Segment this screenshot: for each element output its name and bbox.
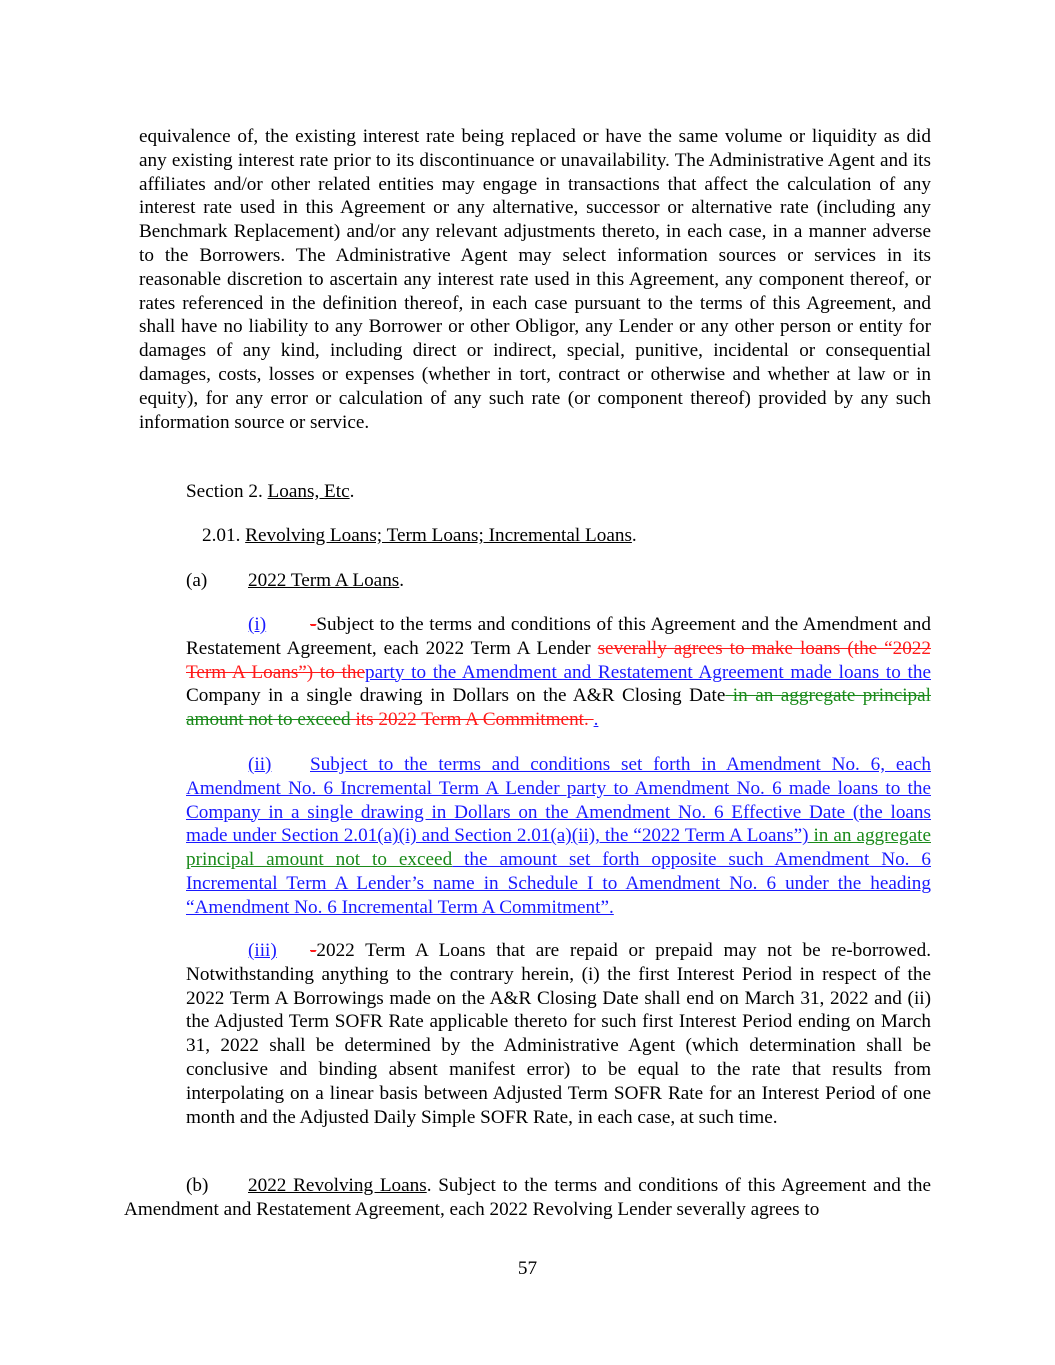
inserted-text: Subject to the terms and conditions set forth in Amendment No. 6, each Amendment No. 6 Incremental Term A Lender party to Amendment No. 6 made loans to the Company in a single drawing in Dollars on the Amendment No. 6 Effective Date (the loans made under Section 2.01(a)(i) and Section 2.01(a)(ii), the “2022 Term A Loans”): [186, 754, 931, 847]
clause-a-iii: (iii) -2022 Term A Loans that are repaid or prepaid may not be re-borrowed. Notwithstanding anything to the contrary herein, (i) the first Interest Period in respect of the 2022 Term A Borrowings made on the A&R Closing Date shall end on March 31, 2022 and (ii) the Adjusted Term SOFR Rate applicable thereto for such first Interest Period ending on March 31, 2022 shall be determined by the Administrative Agent (which determination shall be conclusive and binding absent manifest error) to be equal to the rate that results from interpolating on a linear basis between Adjusted Term SOFR Rate for an Interest Period of one month and the Adjusted Daily Simple SOFR Rate, in each case, at such time.: [186, 940, 931, 1128]
deleted-text: its 2022 Term A Commitment.: [350, 709, 594, 731]
section-2-01-title: Revolving Loans; Term Loans; Incremental Loans: [245, 525, 632, 546]
paragraph-benchmark-disclaimer: equivalence of, the existing interest rate being replaced or have the same volume or liquidity as did any existing interest rate prior to its discontinuance or unavailability. The Administrative Agent and its affiliates and/or other related entities may engage in transactions that affect the calculation of any interest rate used in this Agreement or any alternative, successor or alternative rate (including any Benchmark Replacement) and/or any relevant adjustments thereto, in each case, in a manner adverse to the Borrowers. The Administrative Agent may select information sources or services in its reasonable discretion to ascertain any interest rate used in this Agreement, any component thereof, or rates referenced in the definition thereof, in each case pursuant to the terms of this Agreement, and shall have no liability to any Borrower or other Obligor, any Lender or any other person or entity for damages of any kind, including direct or indirect, special, punitive, incidental or consequential damages, costs, losses or expenses (whether in tort, contract or otherwise and whether at law or in equity), for any error or calculation of any such rate (or component thereof) provided by any such information source or service.: [139, 126, 931, 433]
section-2-heading: Section 2. Loans, Etc.: [186, 481, 355, 502]
clause-number-iii: (iii): [248, 940, 277, 961]
clause-b: (b) 2022 Revolving Loans. Subject to the terms and conditions of this Agreement and the Amendment and Restatement Agreement, each 2022 Revolving Lender severally agrees to: [124, 1175, 931, 1220]
section-2-01-heading: 2.01. Revolving Loans; Term Loans; Incremental Loans.: [202, 525, 637, 546]
inserted-text: the amount set forth opposite such Amendment No. 6 Incremental Term A Lender’s name in Schedule I to Amendment No. 6 under the heading “Amendment No. 6 Incremental Term A Commitment”.: [186, 849, 931, 918]
moved-from-text: in an aggregate principal amount not to exceed: [186, 685, 931, 731]
clause-a-ii: [186, 753, 931, 920]
clause-number-i: (i): [248, 614, 267, 635]
clause-a-title: 2022 Term A Loans: [248, 570, 400, 591]
clause-a-heading: (a) 2022 Term A Loans.: [186, 570, 405, 591]
page-number: 57: [517, 1258, 538, 1279]
inserted-text: .: [593, 709, 599, 731]
clause-number-ii: (ii): [248, 754, 272, 775]
section-2-title: Loans, Etc: [267, 481, 350, 502]
clause-b-title: 2022 Revolving Loans: [248, 1175, 427, 1196]
deleted-text: severally agrees to make loans (the “2022 Term A Loans”) to the: [186, 637, 931, 683]
clause-a-i: (i) -Subject to the terms and conditions of this Agreement and the Amendment and Restatement Agreement, each 2022 Term A Lender severally agrees to make loans (the “2022 Term A Loans”) to theparty to the Amendment and Restatement Agreement made loans to the Company in a single drawing in Dollars on the A&R Closing Date in an aggregate principal amount not to exceed its 2022 Term A Commitment. .: [186, 614, 931, 731]
moved-to-text: in an aggregate principal amount not to exceed: [186, 825, 931, 871]
inserted-text: party to the Amendment and Restatement Agreement made loans to the: [365, 661, 931, 683]
